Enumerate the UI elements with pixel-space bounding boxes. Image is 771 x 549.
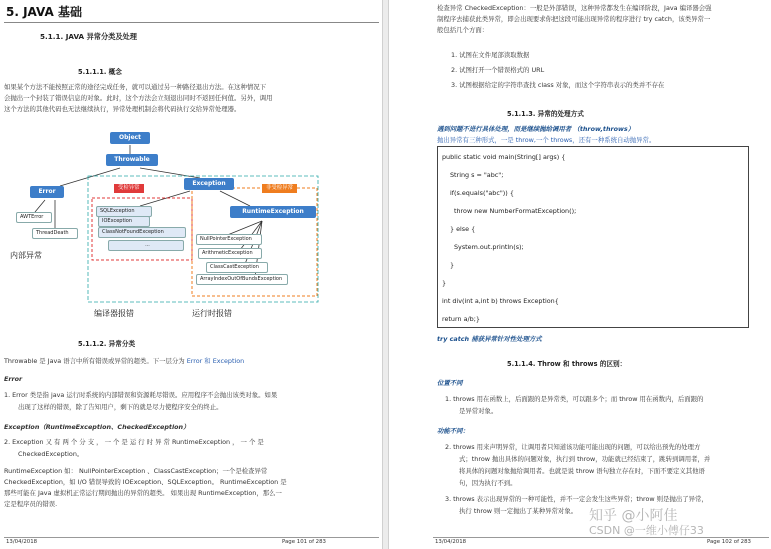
footer-rule bbox=[4, 537, 379, 538]
checked-line: 检查异常 CheckedException：一般是外部错误，这种异常都发生在编译阶段，Java 编译器会强 bbox=[437, 4, 712, 12]
node-checked-ellipsis: ... bbox=[108, 240, 184, 251]
runtime-line: 那些可能在 Java 虚拟机正常运行期间抛出的异常的超类。 如果出现 RuntimeException，那么一 bbox=[4, 489, 282, 497]
concept-line: 这个方法的其他代码也无法继续执行，异常处理机制会将代码执行交给异常处理器。 bbox=[4, 105, 241, 113]
checked-line: 制程序去捕获此类异常，即会出现要求你把这段可能出现异常的程序进行 try catch，该类异常一 bbox=[437, 15, 711, 23]
code-block bbox=[437, 146, 749, 328]
right-page bbox=[388, 0, 771, 549]
concept-line: 如果某个方法不能按照正常的途径完成任务，就可以通过另一种路径退出方法。在这种情况下 bbox=[4, 83, 267, 91]
footer-rule bbox=[433, 537, 769, 538]
exception-item-2a: 2. Exception 又 有 两 个 分 支 ， 一 个 是 运 行 时 异 常 RuntimeException ， 一 个 是 bbox=[4, 438, 264, 446]
runtime-line: 定是程序员的错误. bbox=[4, 500, 58, 508]
throw-ways: 抛出异常有三种形式，一是 throw,一个 throws，还有一种系统自动抛异常。 bbox=[437, 136, 656, 144]
exception-hierarchy-diagram bbox=[0, 128, 383, 328]
node-error: Error bbox=[30, 186, 64, 198]
exception-title: Exception（RuntimeException、CheckedException） bbox=[4, 423, 190, 431]
label-compile-error: 编译器报错 bbox=[94, 309, 134, 318]
code-line: if(s.equals("abc")) { bbox=[450, 189, 514, 197]
node-throwable: Throwable bbox=[106, 154, 158, 166]
throw-note: 遇到问题不进行具体处理，而是继续抛给调用者 （throw,throws） bbox=[437, 125, 635, 133]
code-line: int div(int a,int b) throws Exception{ bbox=[442, 297, 559, 305]
checked-exception-tag: 受检异常 bbox=[114, 184, 144, 193]
node-sql-exception: SQLException bbox=[96, 206, 152, 217]
try-catch-note: try catch 捕获异常针对性处理方式 bbox=[437, 335, 542, 343]
node-array-index: ArrayIndexOutOfBundsException bbox=[196, 274, 288, 285]
label-runtime-error: 运行时报错 bbox=[192, 309, 232, 318]
error-item-1b: 出现了这样的错误，除了告知用户，剩下的就是尽力使程序安全的终止。 bbox=[18, 403, 223, 411]
node-object: Object bbox=[110, 132, 150, 144]
concept-paragraph bbox=[4, 82, 380, 115]
node-thread-death: ThreadDeath bbox=[32, 228, 78, 239]
function-item-2c: 将具体的问题对象抛给调用者。也就是说 throw 语句独立存在时，下面不要定义其他语 bbox=[459, 467, 705, 475]
node-io-exception: IOException bbox=[98, 216, 150, 227]
unchecked-exception-tag: 非受检异常 bbox=[262, 184, 297, 193]
function-title: 功能不同： bbox=[437, 427, 469, 435]
function-item-3b: 执行 throw 则一定抛出了某种异常对象。 bbox=[459, 507, 578, 515]
runtime-line: CheckedException，如 I/O 错误导致的 IOException、SQLException。 RuntimeException 是 bbox=[4, 478, 287, 486]
code-line: public static void main(String[] args) { bbox=[442, 153, 566, 161]
section-5-1-1-1-heading: 5.1.1.1. 概念 bbox=[78, 68, 122, 76]
code-line: String s = "abc"; bbox=[450, 171, 504, 179]
exception-item-2b: CheckedException。 bbox=[18, 450, 84, 458]
heading-rule bbox=[4, 22, 379, 23]
footer-date: 13/04/2018 bbox=[435, 539, 467, 545]
section-5-1-1-2-heading: 5.1.1.2. 异常分类 bbox=[78, 340, 136, 348]
csdn-watermark: CSDN @一维小傅仔33 bbox=[589, 524, 704, 537]
node-null-pointer: NullPointerException bbox=[196, 234, 262, 245]
node-awt-error: AWTError bbox=[16, 212, 52, 223]
checked-item-2: 2. 试图打开一个错误格式的 URL bbox=[451, 66, 545, 74]
runtime-paragraph bbox=[4, 466, 380, 510]
function-item-3a: 3. throws 表示出现异常的一种可能性，并不一定会发生这些异常；throw 则是抛出了异常， bbox=[445, 495, 708, 503]
checked-paragraph bbox=[437, 3, 767, 36]
chapter-heading: 5. JAVA 基础 bbox=[6, 5, 82, 19]
node-arithmetic: ArithmeticException bbox=[198, 248, 262, 259]
left-page bbox=[0, 0, 383, 549]
checked-line: 般包括几个方面： bbox=[437, 26, 489, 34]
code-line: throw new NumberFormatException(); bbox=[454, 207, 577, 215]
checked-item-3: 3. 试图根据给定的字符串查找 class 对象，而这个字符串表示的类并不存在 bbox=[451, 81, 665, 89]
throwable-text: Throwable 是 Java 语言中所有错误或异常的超类。下一层分为 bbox=[4, 357, 187, 365]
section-5-1-1-3-heading: 5.1.1.3. 异常的处理方式 bbox=[507, 110, 584, 118]
code-line: } bbox=[450, 261, 455, 269]
footer-page-number: Page 101 of 283 bbox=[282, 539, 326, 545]
node-class-not-found: ClassNotFoundException bbox=[98, 227, 186, 238]
footer-date: 13/04/2018 bbox=[6, 539, 38, 545]
runtime-line: RuntimeException 如： NullPointerException 、ClassCastException；一个是检查异常 bbox=[4, 467, 268, 475]
footer-page-number: Page 102 of 283 bbox=[707, 539, 751, 545]
code-line: return a/b;} bbox=[442, 315, 480, 323]
throwable-line bbox=[4, 356, 244, 367]
code-line: } else { bbox=[450, 225, 476, 233]
section-5-1-1-heading: 5.1.1. JAVA 异常分类及处理 bbox=[40, 32, 137, 41]
function-item-2b: 式；throw 抛出具体的问题对象，执行到 throw，功能就已经结束了，跳转到调用者，并 bbox=[459, 455, 711, 463]
section-5-1-1-4-heading: 5.1.1.4. Throw 和 throws 的区别： bbox=[507, 360, 627, 368]
error-title: Error bbox=[4, 375, 23, 383]
label-internal-error: 内部异常 bbox=[10, 251, 42, 260]
code-line: } bbox=[442, 279, 447, 287]
code-line: System.out.println(s); bbox=[454, 243, 524, 251]
node-runtime-exception: RuntimeException bbox=[230, 206, 316, 218]
function-item-2d: 句，因为执行不到。 bbox=[459, 479, 517, 487]
throwable-link: Error 和 Exception bbox=[186, 357, 245, 365]
concept-line: 会抛出一个封装了错误信息的对象。此时，这个方法会立刻退出同时不返回任何值。另外，调用 bbox=[4, 94, 273, 102]
node-class-cast: ClassCastException bbox=[206, 262, 268, 273]
checked-item-1: 1. 试图在文件尾部读取数据 bbox=[451, 51, 530, 59]
error-item-1a: 1. Error 类是指 java 运行时系统的内部错误和资源耗尽错误。应用程序不会抛出该类对象。如果 bbox=[4, 391, 278, 399]
position-title: 位置不同 bbox=[437, 379, 463, 387]
function-item-2a: 2. throws 用来声明异常，让调用者只知道该功能可能出现的问题，可以给出预先的处理方 bbox=[445, 443, 701, 451]
position-item-1b: 是异常对象。 bbox=[459, 407, 498, 415]
zhihu-watermark: 知乎 @小阿佳 bbox=[589, 508, 678, 524]
position-item-1a: 1. throws 用在函数上，后面跟的是异常类，可以跟多个；而 throw 用在函数内，后面跟的 bbox=[445, 395, 704, 403]
node-exception: Exception bbox=[184, 178, 234, 190]
